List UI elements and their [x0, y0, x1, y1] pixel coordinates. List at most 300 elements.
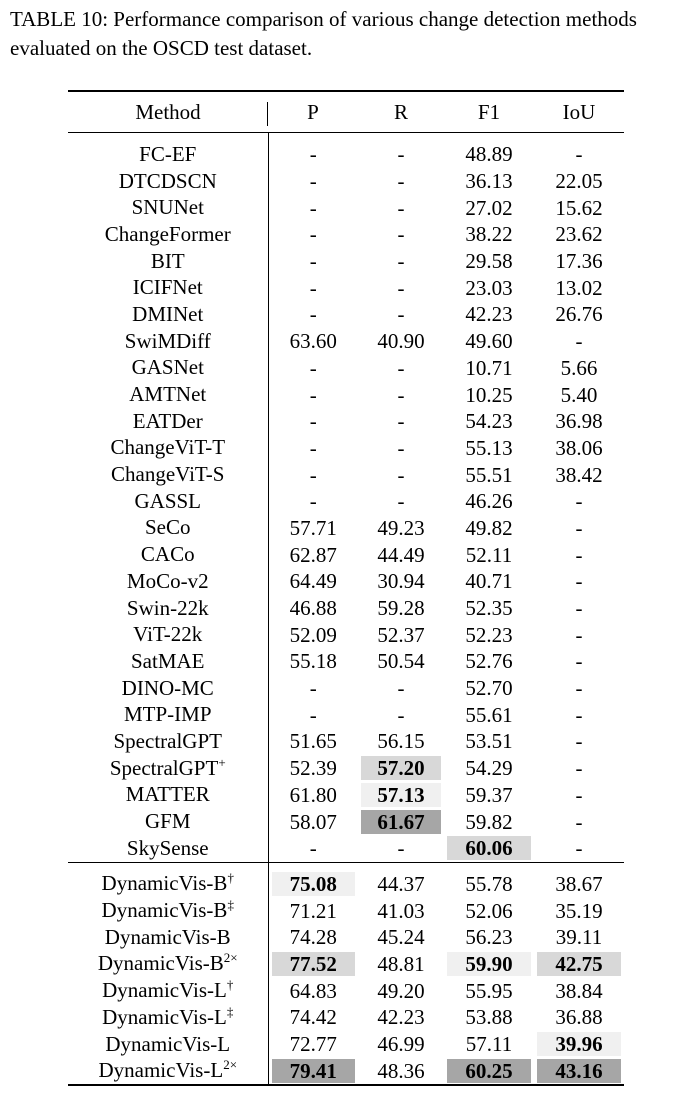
cell-value: -	[309, 275, 317, 300]
cell-p	[268, 408, 358, 435]
cell-p	[268, 461, 358, 488]
cell-method	[68, 488, 268, 515]
cell-method	[68, 675, 268, 702]
cell-f1	[444, 1004, 534, 1031]
cell-f1	[444, 435, 534, 462]
method-name: DynamicVis-L	[102, 1004, 227, 1029]
table-row	[68, 728, 624, 755]
table-row	[68, 1004, 624, 1031]
cell-value: -	[309, 142, 317, 167]
cell-f1	[444, 221, 534, 248]
cell-r	[358, 1057, 444, 1085]
cell-value: 44.37	[377, 871, 425, 896]
cell-iou	[534, 951, 624, 978]
cell-p	[268, 755, 358, 782]
cell-p	[268, 835, 358, 862]
cell-method	[68, 728, 268, 755]
cell-value: 40.71	[465, 569, 513, 594]
cell-p	[268, 194, 358, 221]
table-row	[68, 1057, 624, 1085]
cell-value: 51.65	[289, 729, 337, 754]
method-superscript: †	[227, 870, 234, 886]
cell-value: -	[397, 489, 405, 514]
method-name: DynamicVis-B	[101, 871, 228, 896]
cell-r	[358, 951, 444, 978]
cell-f1	[444, 328, 534, 355]
cell-iou	[534, 301, 624, 328]
cell-f1	[444, 301, 534, 328]
cell-r	[358, 897, 444, 924]
cell-method	[68, 248, 268, 275]
cell-r	[358, 408, 444, 435]
cell-value: 59.28	[377, 596, 425, 621]
cell-value: 74.42	[289, 1005, 337, 1030]
cell-p	[268, 897, 358, 924]
cell-f1	[444, 728, 534, 755]
cell-method	[68, 648, 268, 675]
cell-f1	[444, 755, 534, 782]
cell-value: 10.25	[465, 382, 513, 407]
table-row	[68, 951, 624, 978]
cell-value: 57.11	[465, 1032, 513, 1057]
cell-iou	[534, 1057, 624, 1085]
cell-value: 23.62	[555, 222, 603, 247]
table-row	[68, 835, 624, 862]
cell-value: 26.76	[555, 302, 603, 327]
cell-value: 52.35	[465, 596, 513, 621]
cell-value: 77.52	[272, 952, 356, 976]
cell-r	[358, 782, 444, 809]
column-header-iou: IoU	[534, 91, 624, 133]
cell-method	[68, 381, 268, 408]
cell-f1	[444, 951, 534, 978]
cell-method	[68, 977, 268, 1004]
method-superscript: ‡	[226, 1003, 234, 1019]
method-name: MATTER	[125, 782, 210, 807]
method-name: SatMAE	[131, 648, 205, 673]
cell-f1	[444, 133, 534, 168]
column-header-p: P	[268, 91, 358, 133]
cell-method	[68, 408, 268, 435]
column-header-f1: F1	[444, 91, 534, 133]
method-name: DMINet	[132, 301, 204, 326]
cell-r	[358, 595, 444, 622]
cell-value: 43.16	[537, 1059, 621, 1083]
cell-iou	[534, 977, 624, 1004]
cell-value: -	[309, 489, 317, 514]
cell-value: 53.51	[465, 729, 513, 754]
cell-value: 10.71	[465, 355, 513, 380]
cell-value: 55.13	[465, 435, 513, 460]
cell-r	[358, 274, 444, 301]
cell-value: -	[397, 302, 405, 327]
cell-f1	[444, 862, 534, 897]
table-row	[68, 977, 624, 1004]
cell-iou	[534, 595, 624, 622]
cell-value: -	[309, 382, 317, 407]
cell-iou	[534, 755, 624, 782]
method-name: SeCo	[144, 515, 191, 540]
cell-value: 48.89	[465, 142, 513, 167]
cell-value: -	[397, 702, 405, 727]
cell-value: 56.23	[465, 925, 513, 950]
table-header	[68, 91, 624, 133]
cell-value: 57.13	[361, 783, 441, 807]
cell-value: -	[397, 435, 405, 460]
cell-method	[68, 515, 268, 542]
cell-p	[268, 924, 358, 951]
cell-value: 50.54	[377, 649, 425, 674]
cell-r	[358, 648, 444, 675]
cell-value: 38.67	[555, 871, 603, 896]
cell-f1	[444, 408, 534, 435]
cell-method	[68, 168, 268, 195]
cell-method	[68, 755, 268, 782]
table-row	[68, 274, 624, 301]
cell-value: 59.37	[465, 782, 513, 807]
cell-value: -	[397, 169, 405, 194]
method-name: DynamicVis-L	[102, 978, 227, 1003]
method-name: AMTNet	[129, 382, 207, 407]
cell-f1	[444, 461, 534, 488]
cell-f1	[444, 924, 534, 951]
method-name: DTCDSCN	[118, 168, 217, 193]
cell-method	[68, 461, 268, 488]
cell-value: -	[309, 222, 317, 247]
cell-value: 36.88	[555, 1005, 603, 1030]
cell-method	[68, 133, 268, 168]
cell-iou	[534, 248, 624, 275]
cell-value: 46.88	[289, 596, 337, 621]
cell-r	[358, 355, 444, 382]
cell-p	[268, 951, 358, 978]
table-body-baselines	[68, 133, 624, 863]
method-name: DynamicVis-L	[98, 1058, 224, 1083]
cell-value: -	[397, 355, 405, 380]
cell-iou	[534, 568, 624, 595]
cell-p	[268, 1004, 358, 1031]
cell-r	[358, 701, 444, 728]
cell-method	[68, 862, 268, 897]
column-header-method: Method	[68, 91, 268, 133]
method-name: BIT	[150, 248, 185, 273]
table-row	[68, 168, 624, 195]
cell-value: -	[309, 249, 317, 274]
cell-r	[358, 1031, 444, 1058]
cell-value: -	[575, 729, 583, 754]
cell-p	[268, 301, 358, 328]
table-row	[68, 621, 624, 648]
cell-value: 57.20	[361, 756, 441, 780]
cell-value: 56.15	[377, 729, 425, 754]
cell-value: -	[575, 676, 583, 701]
cell-value: 5.66	[560, 355, 598, 380]
method-superscript: 2×	[223, 1057, 238, 1073]
cell-value: 27.02	[465, 195, 513, 220]
cell-iou	[534, 648, 624, 675]
cell-value: -	[397, 249, 405, 274]
cell-value: -	[575, 782, 583, 807]
cell-f1	[444, 274, 534, 301]
cell-method	[68, 194, 268, 221]
method-name: ICIFNet	[132, 275, 203, 300]
header-row	[68, 91, 624, 133]
table-row	[68, 782, 624, 809]
cell-value: -	[575, 756, 583, 781]
table-row	[68, 648, 624, 675]
cell-value: -	[575, 836, 583, 861]
cell-f1	[444, 897, 534, 924]
method-name: Swin-22k	[126, 595, 209, 620]
cell-iou	[534, 701, 624, 728]
cell-r	[358, 808, 444, 835]
method-name: SwiMDiff	[124, 328, 211, 353]
cell-value: -	[309, 302, 317, 327]
cell-value: 42.23	[465, 302, 513, 327]
cell-r	[358, 568, 444, 595]
cell-iou	[534, 675, 624, 702]
cell-p	[268, 541, 358, 568]
cell-value: -	[397, 382, 405, 407]
cell-p	[268, 355, 358, 382]
cell-p	[268, 1031, 358, 1058]
table-row	[68, 701, 624, 728]
cell-value: -	[575, 569, 583, 594]
cell-p	[268, 328, 358, 355]
cell-value: -	[309, 836, 317, 861]
cell-value: 38.22	[465, 222, 513, 247]
table-row	[68, 862, 624, 897]
cell-value: 60.25	[447, 1059, 531, 1083]
cell-value: 40.90	[377, 329, 425, 354]
cell-value: -	[575, 142, 583, 167]
cell-f1	[444, 381, 534, 408]
cell-value: 71.21	[289, 898, 337, 923]
cell-value: -	[309, 169, 317, 194]
cell-value: 39.96	[537, 1032, 621, 1056]
method-name: DynamicVis-B	[104, 924, 231, 949]
cell-f1	[444, 568, 534, 595]
cell-value: 54.29	[465, 756, 513, 781]
cell-value: 5.40	[560, 382, 598, 407]
column-header-r: R	[358, 91, 444, 133]
cell-value: 15.62	[555, 195, 603, 220]
cell-value: 23.03	[465, 275, 513, 300]
method-name: SpectralGPT	[109, 755, 219, 780]
cell-method	[68, 808, 268, 835]
cell-iou	[534, 1031, 624, 1058]
cell-p	[268, 488, 358, 515]
cell-method	[68, 1004, 268, 1031]
cell-p	[268, 168, 358, 195]
table-body-dynamicvis	[68, 862, 624, 1085]
cell-value: 46.99	[377, 1032, 425, 1057]
cell-r	[358, 248, 444, 275]
cell-iou	[534, 328, 624, 355]
table-row	[68, 408, 624, 435]
method-name: GASNet	[131, 355, 204, 380]
cell-value: 45.24	[377, 925, 425, 950]
cell-iou	[534, 381, 624, 408]
cell-value: -	[397, 142, 405, 167]
table-row	[68, 194, 624, 221]
cell-iou	[534, 194, 624, 221]
cell-p	[268, 568, 358, 595]
cell-f1	[444, 977, 534, 1004]
cell-method	[68, 951, 268, 978]
cell-value: -	[309, 195, 317, 220]
method-name: FC-EF	[139, 141, 197, 166]
cell-f1	[444, 1057, 534, 1085]
cell-r	[358, 1004, 444, 1031]
cell-method	[68, 568, 268, 595]
cell-value: 49.60	[465, 329, 513, 354]
cell-r	[358, 924, 444, 951]
cell-r	[358, 301, 444, 328]
cell-value: -	[397, 409, 405, 434]
cell-p	[268, 675, 358, 702]
cell-iou	[534, 515, 624, 542]
method-name: MTP-IMP	[123, 702, 212, 727]
cell-iou	[534, 621, 624, 648]
table-row	[68, 461, 624, 488]
cell-p	[268, 621, 358, 648]
cell-f1	[444, 541, 534, 568]
cell-value: -	[575, 489, 583, 514]
cell-value: 42.75	[537, 952, 621, 976]
cell-value: 59.90	[447, 952, 531, 976]
table-row	[68, 328, 624, 355]
cell-value: -	[575, 329, 583, 354]
cell-value: 41.03	[377, 898, 425, 923]
table-row	[68, 381, 624, 408]
method-name: EATDer	[132, 408, 203, 433]
cell-f1	[444, 168, 534, 195]
cell-f1	[444, 675, 534, 702]
cell-f1	[444, 1031, 534, 1058]
cell-r	[358, 461, 444, 488]
cell-iou	[534, 461, 624, 488]
table-row	[68, 133, 624, 168]
cell-r	[358, 488, 444, 515]
cell-f1	[444, 248, 534, 275]
performance-table	[68, 90, 624, 1086]
cell-method	[68, 435, 268, 462]
cell-value: 44.49	[377, 542, 425, 567]
cell-value: -	[309, 409, 317, 434]
method-name: SkySense	[126, 835, 209, 860]
cell-value: -	[575, 809, 583, 834]
cell-value: -	[309, 355, 317, 380]
cell-r	[358, 133, 444, 168]
cell-iou	[534, 133, 624, 168]
cell-value: 60.06	[447, 836, 531, 860]
method-name: ChangeViT-S	[111, 462, 225, 487]
cell-p	[268, 728, 358, 755]
cell-p	[268, 701, 358, 728]
method-superscript: †	[226, 977, 234, 993]
cell-value: 55.18	[289, 649, 337, 674]
cell-value: -	[575, 515, 583, 540]
cell-iou	[534, 897, 624, 924]
cell-value: 38.42	[555, 462, 603, 487]
cell-f1	[444, 621, 534, 648]
cell-value: 42.23	[377, 1005, 425, 1030]
cell-value: 30.94	[377, 569, 425, 594]
cell-p	[268, 1057, 358, 1085]
cell-p	[268, 435, 358, 462]
cell-method	[68, 301, 268, 328]
cell-value: 52.76	[465, 649, 513, 674]
cell-value: 17.36	[555, 249, 603, 274]
cell-r	[358, 621, 444, 648]
cell-value: -	[397, 836, 405, 861]
cell-iou	[534, 862, 624, 897]
cell-r	[358, 541, 444, 568]
cell-r	[358, 515, 444, 542]
cell-iou	[534, 924, 624, 951]
cell-value: 39.11	[555, 925, 603, 950]
table-row	[68, 248, 624, 275]
cell-iou	[534, 274, 624, 301]
cell-method	[68, 1057, 268, 1085]
cell-f1	[444, 648, 534, 675]
cell-r	[358, 728, 444, 755]
cell-method	[68, 595, 268, 622]
cell-f1	[444, 595, 534, 622]
table-row	[68, 221, 624, 248]
cell-value: -	[309, 435, 317, 460]
cell-p	[268, 782, 358, 809]
cell-value: 58.07	[289, 809, 337, 834]
cell-iou	[534, 408, 624, 435]
cell-p	[268, 648, 358, 675]
cell-p	[268, 221, 358, 248]
method-name: DINO-MC	[121, 675, 214, 700]
cell-f1	[444, 701, 534, 728]
cell-iou	[534, 808, 624, 835]
cell-value: 36.13	[465, 169, 513, 194]
cell-method	[68, 782, 268, 809]
cell-r	[358, 221, 444, 248]
cell-value: 52.37	[377, 622, 425, 647]
cell-value: -	[575, 702, 583, 727]
cell-value: 48.81	[377, 951, 425, 976]
cell-value: 52.09	[289, 622, 337, 647]
cell-value: -	[397, 676, 405, 701]
cell-iou	[534, 728, 624, 755]
cell-p	[268, 808, 358, 835]
cell-value: 49.82	[465, 515, 513, 540]
cell-r	[358, 835, 444, 862]
cell-r	[358, 381, 444, 408]
method-name: ChangeFormer	[104, 221, 231, 246]
cell-value: 52.70	[465, 676, 513, 701]
cell-value: 62.87	[289, 542, 337, 567]
cell-iou	[534, 488, 624, 515]
table-row	[68, 355, 624, 382]
cell-value: -	[575, 649, 583, 674]
method-name: ViT-22k	[133, 622, 203, 647]
cell-value: 64.83	[289, 978, 337, 1003]
cell-value: 29.58	[465, 249, 513, 274]
cell-value: 53.88	[465, 1005, 513, 1030]
method-name: DynamicVis-B	[97, 951, 224, 976]
cell-value: 13.02	[555, 275, 603, 300]
cell-value: 55.61	[465, 702, 513, 727]
cell-value: 55.78	[465, 871, 513, 896]
cell-r	[358, 862, 444, 897]
